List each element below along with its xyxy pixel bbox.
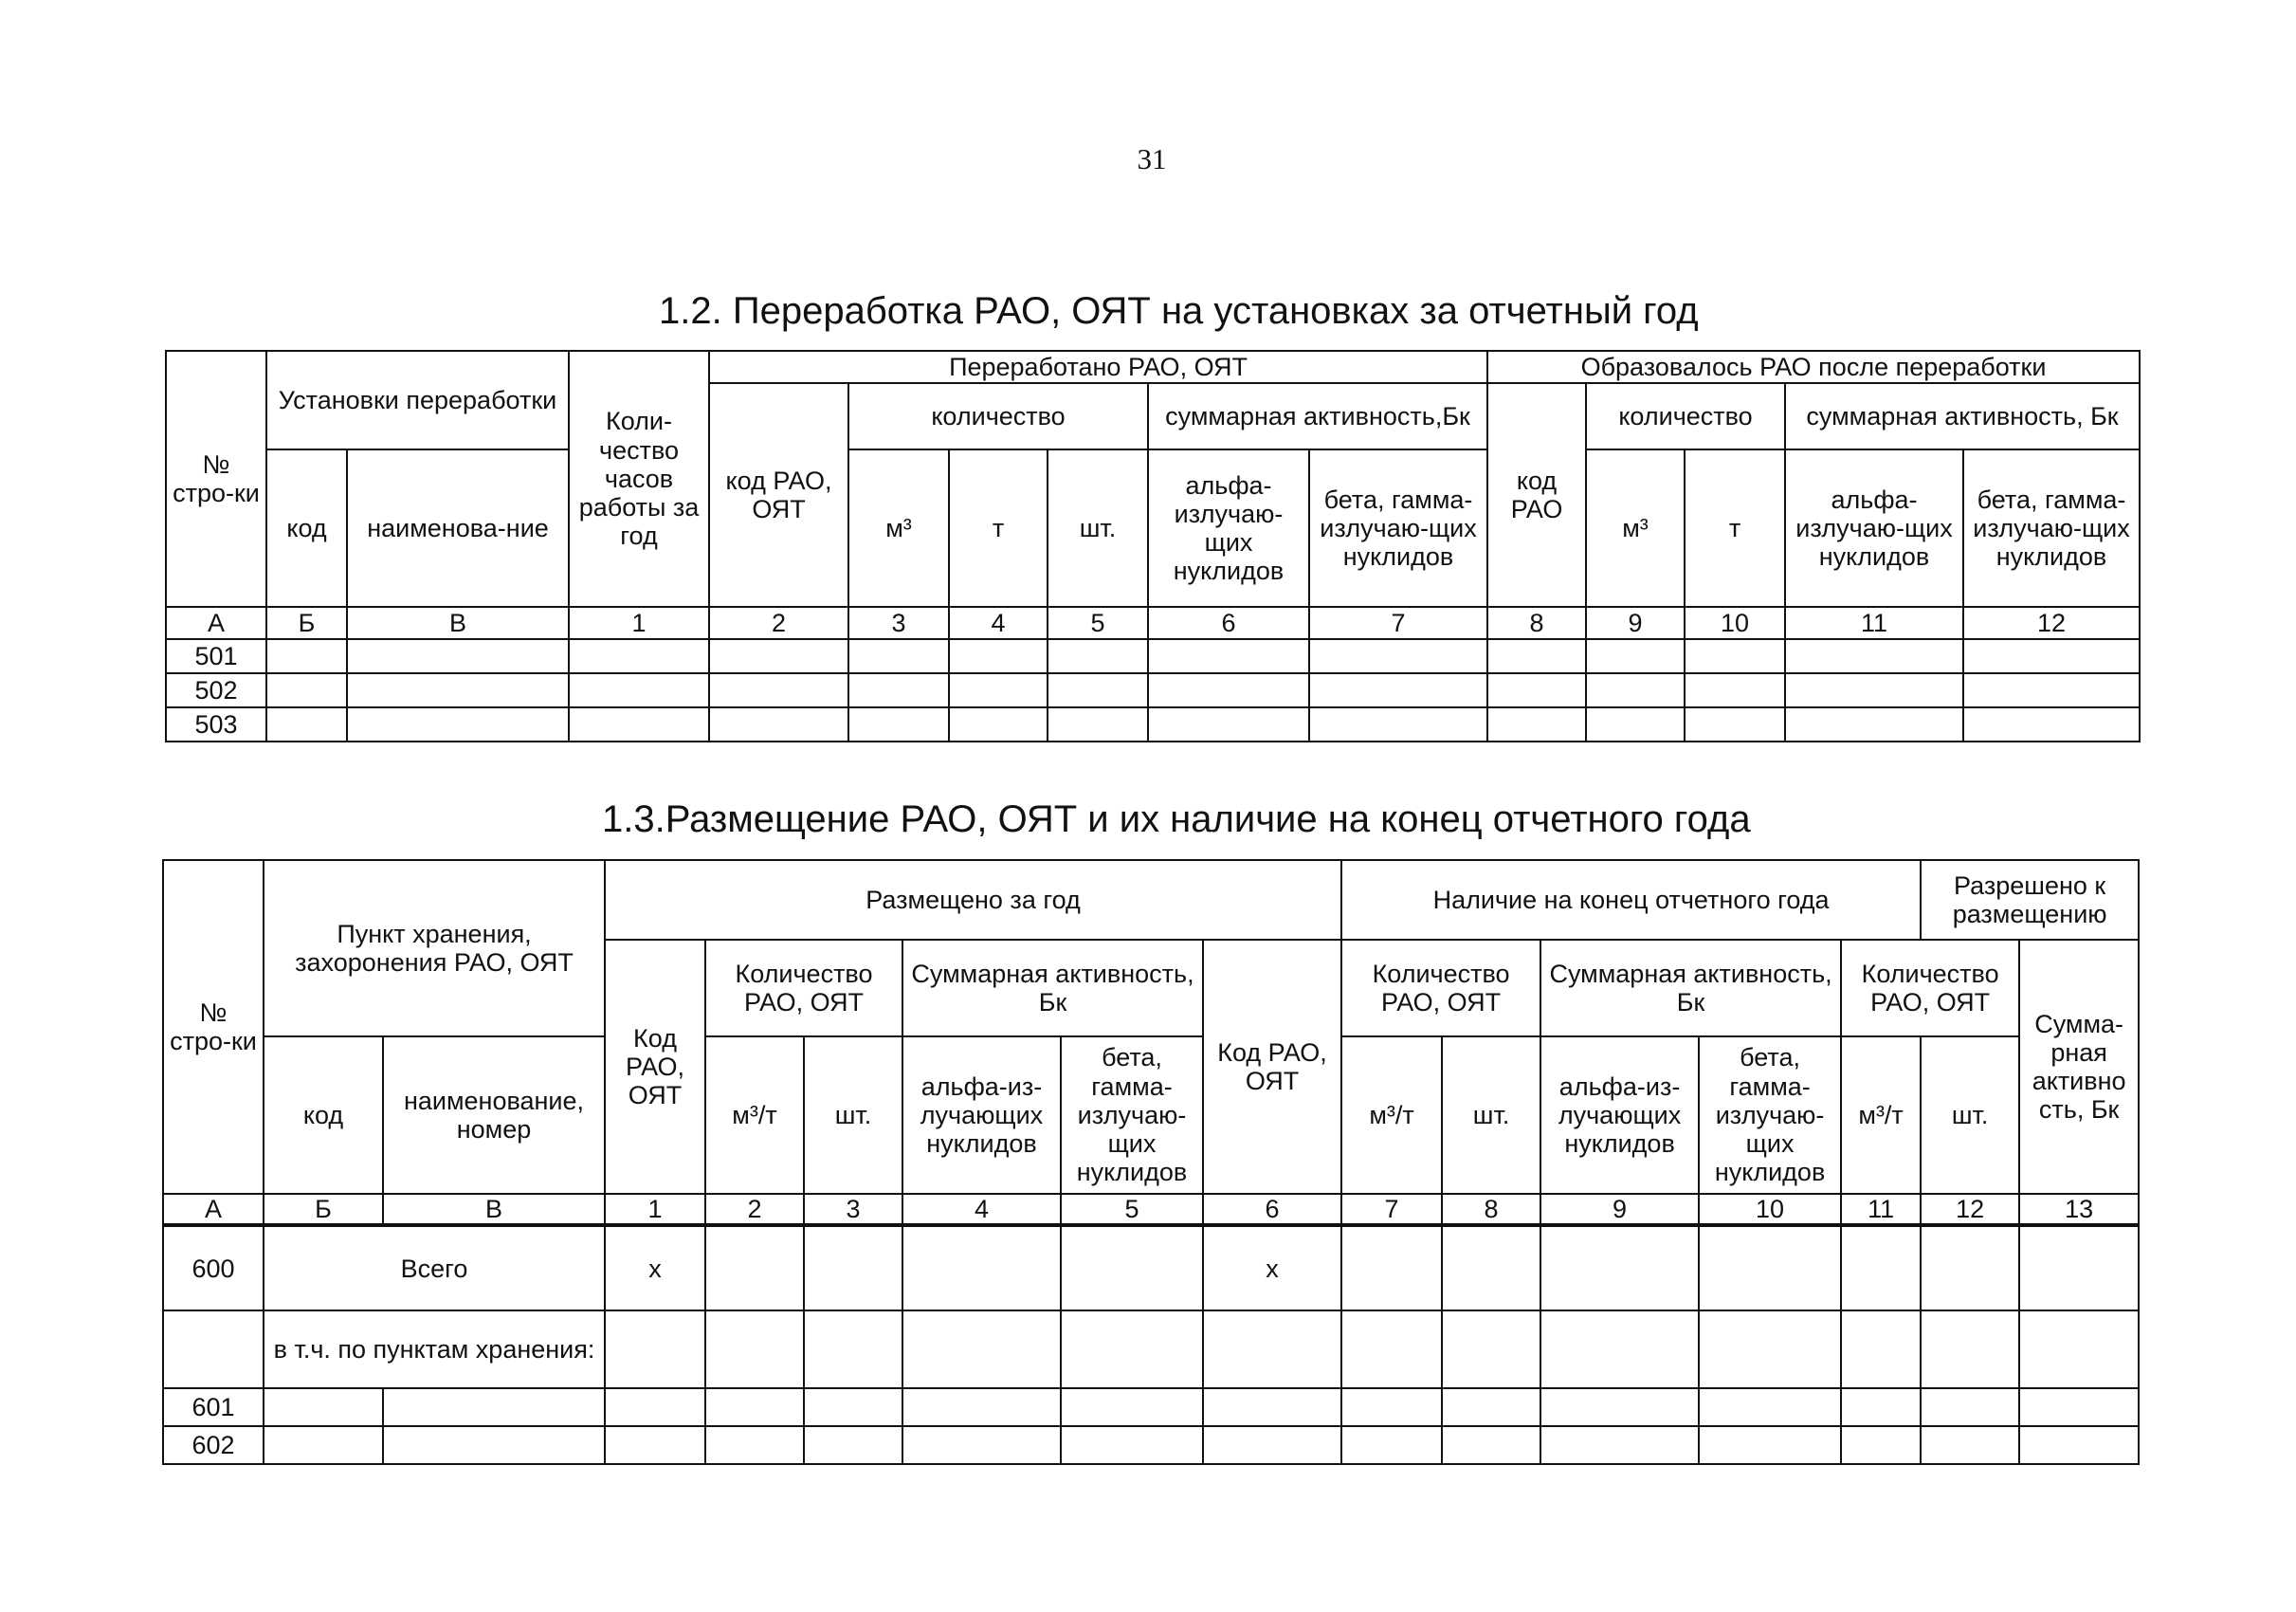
header-m3t: м³/т: [705, 1036, 804, 1194]
not-applicable-mark: х: [1203, 1225, 1341, 1310]
row-number: 601: [163, 1388, 264, 1426]
column-number: 8: [1487, 607, 1586, 639]
column-number: 13: [2019, 1194, 2139, 1225]
header-m3t-available: м³/т: [1341, 1036, 1442, 1194]
row-number: 503: [166, 707, 266, 742]
header-beta-gamma: бета, гамма-излучаю-щих нуклидов: [1061, 1036, 1203, 1194]
header-t: т: [949, 449, 1048, 607]
header-beta-gamma-available: бета, гамма-излучаю-щих нуклидов: [1699, 1036, 1841, 1194]
header-allowed: Разрешено к размещению: [1921, 860, 2139, 940]
header-pcs: шт.: [1048, 449, 1148, 607]
header-code: код: [264, 1036, 383, 1194]
header-quantity: количество: [848, 383, 1148, 449]
header-m3-formed: м³: [1586, 449, 1685, 607]
row-number: 502: [166, 673, 266, 707]
header-row-no: № стро-ки: [166, 351, 266, 607]
column-number-row: [163, 1194, 2139, 1225]
header-formed: Образовалось РАО после переработки: [1487, 351, 2140, 383]
column-number: 12: [1963, 607, 2140, 639]
column-number: 8: [1442, 1194, 1540, 1225]
header-installations: Установки переработки: [266, 351, 569, 449]
column-number: 5: [1061, 1194, 1203, 1225]
header-qty-rao-oyat-available: Количество РАО, ОЯТ: [1341, 940, 1540, 1036]
table-1-3: [162, 859, 2140, 1465]
header-total-activity-available: Суммарная активность, Бк: [1540, 940, 1841, 1036]
column-number: Б: [264, 1194, 383, 1225]
page-number: 31: [1137, 142, 1167, 175]
column-number: 2: [705, 1194, 804, 1225]
subheader-row: [163, 1310, 2139, 1388]
header-beta-gamma-formed: бета, гамма-излучаю-щих нуклидов: [1963, 449, 2140, 607]
header-code-rao-oyat: код РАО, ОЯТ: [709, 383, 848, 607]
header-alpha-available: альфа-из-лучающих нуклидов: [1540, 1036, 1699, 1194]
header-code-rao-oyat-available: Код РАО, ОЯТ: [1203, 940, 1341, 1194]
column-number: 5: [1048, 607, 1148, 639]
column-number: 4: [949, 607, 1048, 639]
column-number: 4: [902, 1194, 1061, 1225]
header-m3t-allowed: м³/т: [1841, 1036, 1921, 1194]
column-number: 7: [1341, 1194, 1442, 1225]
table-1-2: [165, 350, 2141, 742]
header-row-no: № стро-ки: [163, 860, 264, 1194]
column-number: 11: [1841, 1194, 1921, 1225]
header-total-activity-formed: суммарная активность, Бк: [1785, 383, 2140, 449]
column-number: 11: [1785, 607, 1963, 639]
column-number: 3: [848, 607, 949, 639]
column-number: 10: [1699, 1194, 1841, 1225]
header-quantity-formed: количество: [1586, 383, 1785, 449]
header-pcs: шт.: [804, 1036, 902, 1194]
header-placed: Размещено за год: [605, 860, 1341, 940]
total-label: Всего: [264, 1225, 605, 1310]
column-number: А: [163, 1194, 264, 1225]
table-row: [163, 1426, 2139, 1464]
header-beta-gamma: бета, гамма-излучаю-щих нуклидов: [1309, 449, 1487, 607]
header-storage-point: Пункт хранения, захоронения РАО, ОЯТ: [264, 860, 605, 1036]
not-applicable-mark: х: [605, 1225, 705, 1310]
column-number: В: [383, 1194, 605, 1225]
header-qty-rao-oyat: Количество РАО, ОЯТ: [705, 940, 902, 1036]
header-total-activity: суммарная активность,Бк: [1148, 383, 1487, 449]
header-code-rao-oyat: Код РАО, ОЯТ: [605, 940, 705, 1194]
table-row: [166, 639, 2140, 673]
column-number-row: [166, 607, 2140, 639]
row-number: 501: [166, 639, 266, 673]
header-qty-rao-oyat-allowed: Количество РАО, ОЯТ: [1841, 940, 2019, 1036]
header-m3: м³: [848, 449, 949, 607]
column-number: 6: [1203, 1194, 1341, 1225]
column-number: 10: [1685, 607, 1785, 639]
header-alpha-formed: альфа-излучаю-щих нуклидов: [1785, 449, 1963, 607]
column-number: А: [166, 607, 266, 639]
column-number: 7: [1309, 607, 1487, 639]
column-number: Б: [266, 607, 347, 639]
header-name-number: наименование, номер: [383, 1036, 605, 1194]
header-hours: Коли-чество часов работы за год: [569, 351, 709, 607]
table-row: [166, 707, 2140, 742]
header-total-activity-allowed: Сумма-рная активно сть, Бк: [2019, 940, 2139, 1194]
header-pcs-allowed: шт.: [1921, 1036, 2019, 1194]
column-number: 9: [1540, 1194, 1699, 1225]
column-number: 6: [1148, 607, 1309, 639]
subheader-label: в т.ч. по пунктам хранения:: [264, 1310, 605, 1388]
table-row: [166, 673, 2140, 707]
column-number: 3: [804, 1194, 902, 1225]
table-1-3-title: 1.3.Размещение РАО, ОЯТ и их наличие на конец отчетного года: [602, 798, 1751, 840]
column-number: 9: [1586, 607, 1685, 639]
header-code: код: [266, 449, 347, 607]
column-number: В: [347, 607, 569, 639]
column-number: 2: [709, 607, 848, 639]
table-row: [163, 1388, 2139, 1426]
header-code-rao: код РАО: [1487, 383, 1586, 607]
header-pcs-available: шт.: [1442, 1036, 1540, 1194]
table-1-2-title: 1.2. Переработка РАО, ОЯТ на установках за отчетный год: [659, 290, 1699, 332]
header-total-activity: Суммарная активность, Бк: [902, 940, 1203, 1036]
column-number: 12: [1921, 1194, 2019, 1225]
row-number: 602: [163, 1426, 264, 1464]
header-alpha: альфа-излучаю-щих нуклидов: [1148, 449, 1309, 607]
header-t-formed: т: [1685, 449, 1785, 607]
header-name: наименова-ние: [347, 449, 569, 607]
column-number: 1: [569, 607, 709, 639]
column-number: 1: [605, 1194, 705, 1225]
header-available: Наличие на конец отчетного года: [1341, 860, 1921, 940]
header-alpha: альфа-из-лучающих нуклидов: [902, 1036, 1061, 1194]
row-number: 600: [163, 1225, 264, 1310]
header-processed: Переработано РАО, ОЯТ: [709, 351, 1487, 383]
total-row: [163, 1225, 2139, 1310]
